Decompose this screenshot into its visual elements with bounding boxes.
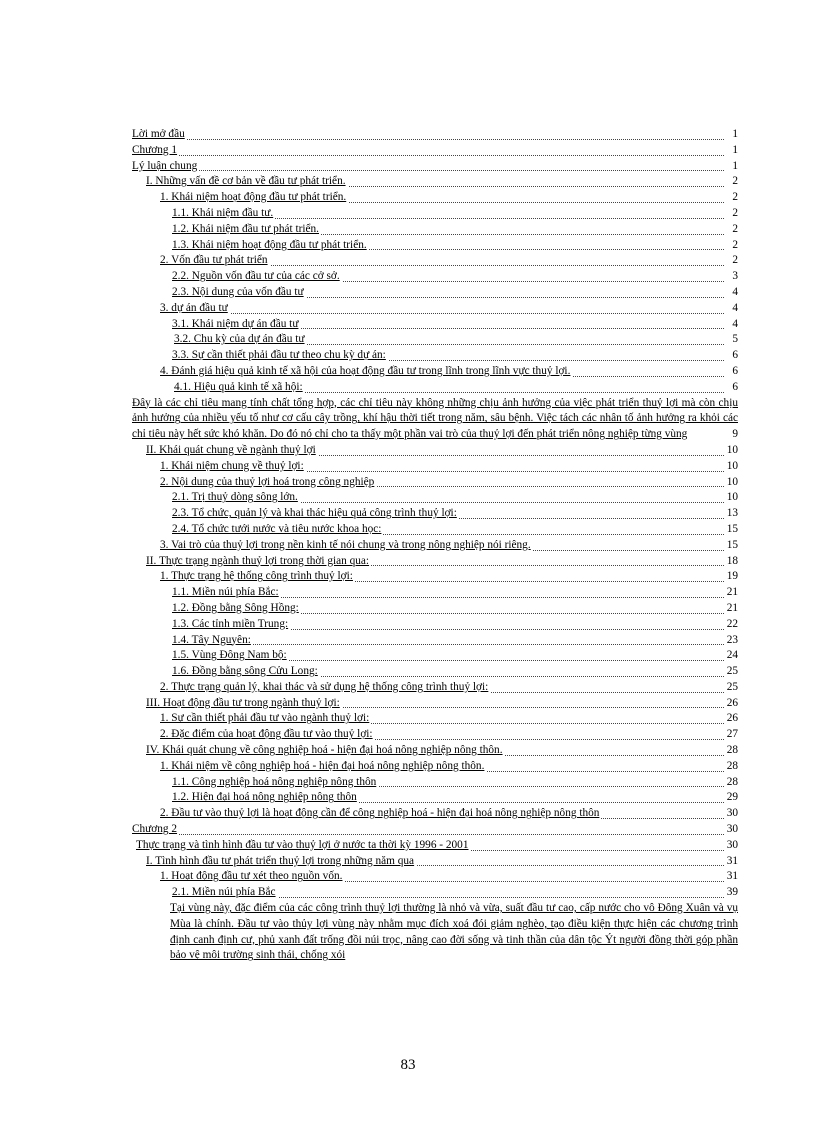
toc-entry[interactable] <box>132 348 738 364</box>
toc-entry[interactable] <box>132 490 738 506</box>
toc-entry[interactable] <box>132 680 738 696</box>
toc-leader-dots <box>172 644 724 645</box>
toc-entry-title: 1. Sự cần thiết phải đầu tư vào ngành thuỷ lợi: <box>160 711 371 727</box>
toc-entry[interactable] <box>132 869 738 885</box>
toc-entry[interactable] <box>132 633 738 649</box>
toc-entry-title: 2.1. Trị thuỷ dòng sông lớn. <box>172 490 300 506</box>
toc-entry[interactable] <box>132 854 738 870</box>
toc-entry-title: II. Khái quát chung về ngành thuỷ lợi <box>146 443 318 459</box>
toc-entry-title: I. Những vấn đề cơ bản về đầu tư phát triển. <box>146 174 348 190</box>
toc-entry[interactable] <box>132 727 738 743</box>
toc-entry-title: 4. Đánh giá hiệu quả kinh tế xã hội của hoạt động đầu tư trong lĩnh trong lĩnh vực thuỷ lợi. <box>160 364 572 380</box>
toc-leader-dots <box>132 834 724 835</box>
toc-entry[interactable] <box>132 838 738 854</box>
toc-entry[interactable] <box>132 569 738 585</box>
toc-entry[interactable] <box>132 206 738 222</box>
toc-leader-dots <box>132 139 724 140</box>
toc-entry-page: 4 <box>724 317 738 333</box>
paragraph-page: 9 <box>730 427 738 443</box>
toc-entry-page: 2 <box>724 222 738 238</box>
toc-entry-title: 1.4. Tây Nguyên: <box>172 633 253 649</box>
toc-entry-page: 26 <box>724 711 738 727</box>
toc-entry-title: Lý luận chung <box>132 159 199 175</box>
toc-entry[interactable] <box>132 222 738 238</box>
toc-entry-title: 2.3. Tổ chức, quản lý và khai thác hiệu quả công trình thuỷ lợi: <box>172 506 459 522</box>
toc-entry[interactable] <box>132 743 738 759</box>
toc-entry[interactable] <box>132 822 738 838</box>
toc-entry[interactable] <box>132 538 738 554</box>
paragraph-text: Đây là các chỉ tiêu mang tính chất tổng hợp, các chỉ tiêu này không những chịu ảnh hưởng của việc phát triển thuỷ lợi mà còn chịu ảnh hưởng của nhiều yếu tố như cơ cấu cây trồng, khí hậu thời tiết trong năm, sâu bệnh. Việc tách các nhân tố ảnh hưởng ra khỏi các chỉ tiêu này hết sức khó khăn. Do đó nó chỉ cho ta thấy một phần vai trò của thuỷ lợi đến phát triển nông nghiệp từng vùng <box>132 396 738 441</box>
toc-entry-title: 1.3. Khái niệm hoạt động đầu tư phát triển. <box>172 238 369 254</box>
toc-entry-page: 3 <box>724 269 738 285</box>
toc-entry-page: 27 <box>724 727 738 743</box>
toc-entry[interactable] <box>132 617 738 633</box>
toc-entry-page: 6 <box>724 380 738 396</box>
toc-entry[interactable] <box>132 664 738 680</box>
toc-entry[interactable] <box>132 790 738 806</box>
toc-entry-title: I. Tình hình đầu tư phát triển thuỷ lợi trong những năm qua <box>146 854 416 870</box>
toc-entry[interactable] <box>132 301 738 317</box>
toc-entry[interactable] <box>132 806 738 822</box>
toc-entry-page: 10 <box>724 459 738 475</box>
toc-entry-page: 13 <box>724 506 738 522</box>
toc-entry[interactable] <box>132 885 738 901</box>
toc-bottom-section <box>132 443 738 901</box>
toc-entry-page: 28 <box>724 775 738 791</box>
toc-entry[interactable] <box>132 174 738 190</box>
toc-entry[interactable] <box>132 238 738 254</box>
toc-entry[interactable] <box>132 475 738 491</box>
toc-entry-page: 30 <box>724 838 738 854</box>
toc-entry-page: 25 <box>724 664 738 680</box>
toc-entry-page: 5 <box>724 332 738 348</box>
toc-entry-title: 1.5. Vùng Đông Nam bộ: <box>172 648 289 664</box>
toc-entry-page: 19 <box>724 569 738 585</box>
toc-leader-dots <box>160 313 724 314</box>
toc-entry-page: 23 <box>724 633 738 649</box>
toc-entry-title: 2. Đặc điểm của hoạt động đầu tư vào thuỷ lợi: <box>160 727 375 743</box>
toc-entry-page: 31 <box>724 854 738 870</box>
toc-entry-page: 2 <box>724 174 738 190</box>
toc-entry-title: 1. Khái niệm chung về thuỷ lợi: <box>160 459 306 475</box>
toc-entry-page: 22 <box>724 617 738 633</box>
toc-entry-page: 10 <box>724 443 738 459</box>
toc-entry-title: 3. Vai trò của thuỷ lợi trong nền kinh tế nói chung và trong nông nghiệp nói riêng. <box>160 538 533 554</box>
toc-entry-page: 6 <box>724 364 738 380</box>
toc-entry-page: 1 <box>724 143 738 159</box>
toc-entry[interactable] <box>132 522 738 538</box>
toc-entry-page: 15 <box>724 538 738 554</box>
toc-entry-title: 2.1. Miền núi phía Bắc <box>172 885 278 901</box>
toc-entry[interactable] <box>132 253 738 269</box>
toc-entry-title: Chương 1 <box>132 143 179 159</box>
toc-top-section <box>132 127 738 396</box>
toc-entry[interactable] <box>132 554 738 570</box>
toc-entry-page: 28 <box>724 743 738 759</box>
toc-entry-page: 10 <box>724 475 738 491</box>
toc-entry-title: 3.2. Chu kỳ của dự án đầu tư <box>174 332 307 348</box>
table-of-contents <box>132 127 738 964</box>
toc-entry[interactable] <box>132 775 738 791</box>
toc-entry-page: 4 <box>724 285 738 301</box>
toc-entry-page: 2 <box>724 253 738 269</box>
toc-entry-title: 1.3. Các tỉnh miền Trung: <box>172 617 290 633</box>
toc-entry-title: 1.6. Đồng bằng sông Cửu Long: <box>172 664 320 680</box>
toc-entry-page: 10 <box>724 490 738 506</box>
toc-entry-title: Thực trạng và tình hình đầu tư vào thuỷ lợi ở nước ta thời kỳ 1996 - 2001 <box>136 838 470 854</box>
toc-entry-title: 1. Khái niệm hoạt động đầu tư phát triển. <box>160 190 348 206</box>
toc-entry[interactable] <box>132 127 738 143</box>
toc-entry-page: 25 <box>724 680 738 696</box>
toc-entry-title: IV. Khái quát chung về công nghiệp hoá - hiện đại hoá nông nghiệp nông thôn. <box>146 743 505 759</box>
toc-entry-title: 1. Thực trạng hệ thống công trình thuỷ lợi: <box>160 569 355 585</box>
toc-entry-page: 4 <box>724 301 738 317</box>
toc-paragraph <box>132 396 738 443</box>
toc-entry[interactable] <box>132 332 738 348</box>
toc-entry-title: 2. Nội dung của thuỷ lợi hoá trong công nghiệp <box>160 475 376 491</box>
toc-entry[interactable] <box>132 696 738 712</box>
toc-entry-page: 2 <box>724 238 738 254</box>
toc-entry[interactable] <box>132 601 738 617</box>
toc-entry[interactable] <box>132 285 738 301</box>
toc-entry[interactable] <box>132 648 738 664</box>
toc-entry-title: 1.1. Khái niệm đầu tư. <box>172 206 275 222</box>
toc-entry-page: 2 <box>724 206 738 222</box>
toc-entry-title: 1. Hoạt động đầu tư xét theo nguồn vốn. <box>160 869 344 885</box>
toc-entry-page: 29 <box>724 790 738 806</box>
toc-entry-title: 2.4. Tổ chức tưới nước và tiêu nước khoa học: <box>172 522 383 538</box>
toc-entry-title: 3. dự án đầu tư <box>160 301 230 317</box>
toc-entry-page: 6 <box>724 348 738 364</box>
toc-entry-title: 2. Vốn đầu tư phát triển <box>160 253 270 269</box>
toc-entry[interactable] <box>132 143 738 159</box>
toc-leader-dots <box>132 170 724 171</box>
toc-entry[interactable] <box>132 317 738 333</box>
toc-entry-title: Chương 2 <box>132 822 179 838</box>
toc-entry-page: 31 <box>724 869 738 885</box>
toc-entry-title: 1.1. Miền núi phía Bắc: <box>172 585 281 601</box>
toc-entry-title: II. Thực trạng ngành thuỷ lợi trong thời gian qua: <box>146 554 371 570</box>
toc-entry-title: 1.2. Hiện đại hoá nông nghiệp nông thôn <box>172 790 359 806</box>
toc-entry-title: 2.3. Nội dung của vốn đầu tư <box>172 285 306 301</box>
toc-entry[interactable] <box>132 711 738 727</box>
toc-entry[interactable] <box>132 506 738 522</box>
toc-entry-page: 24 <box>724 648 738 664</box>
toc-entry-page: 26 <box>724 696 738 712</box>
toc-entry-page: 21 <box>724 585 738 601</box>
toc-entry-title: Lời mở đầu <box>132 127 187 143</box>
toc-entry-title: 1. Khái niệm về công nghiệp hoá - hiện đại hoá nông nghiệp nông thôn. <box>160 759 486 775</box>
toc-entry-title: 1.2. Đồng bằng Sông Hồng: <box>172 601 301 617</box>
toc-entry-page: 1 <box>724 127 738 143</box>
toc-entry-page: 39 <box>724 885 738 901</box>
toc-entry-page: 30 <box>724 806 738 822</box>
toc-entry-page: 30 <box>724 822 738 838</box>
toc-entry-page: 2 <box>724 190 738 206</box>
toc-entry-title: III. Hoạt động đầu tư trong ngành thuỷ lợi: <box>146 696 342 712</box>
toc-paragraph-2: Tại vùng này, đặc điểm của các công trình thuỷ lợi thường là nhỏ và vừa, suất đầu tư cao, cấp nước cho vô Đông Xuân và vụ Mùa là chính. Đầu tư vào thủy lợi vùng này nhằm mục đích xoá đói giảm nghèo, tạo điều kiện thực hiện các chương trình định canh định cư, phủ xanh đất trống đồi núi trọc, nâng cao đời sống và tinh thần của dân tộc Ýt người đồng thời góp phần bảo vệ môi trường sinh thái, chống xói <box>170 902 738 962</box>
toc-entry[interactable] <box>132 380 738 396</box>
toc-entry[interactable] <box>132 364 738 380</box>
toc-entry[interactable] <box>132 443 738 459</box>
toc-entry[interactable] <box>132 759 738 775</box>
toc-entry[interactable] <box>132 159 738 175</box>
toc-entry-title: 3.1. Khái niệm dự án đầu tư <box>172 317 300 333</box>
toc-entry-page: 18 <box>724 554 738 570</box>
toc-entry[interactable] <box>132 190 738 206</box>
toc-entry-title: 2.2. Nguồn vốn đầu tư của các cở sở. <box>172 269 342 285</box>
toc-entry-title: 4.1. Hiệu quả kinh tế xã hội: <box>174 380 305 396</box>
toc-entry-title: 3.3. Sự cần thiết phải đầu tư theo chu kỳ dự án: <box>172 348 388 364</box>
toc-leader-dots <box>132 155 724 156</box>
toc-entry[interactable] <box>132 585 738 601</box>
toc-entry-page: 15 <box>724 522 738 538</box>
toc-entry[interactable] <box>132 459 738 475</box>
toc-entry-page: 1 <box>724 159 738 175</box>
toc-entry-title: 1.2. Khái niệm đầu tư phát triển. <box>172 222 321 238</box>
toc-entry[interactable] <box>132 269 738 285</box>
page-number: 83 <box>400 1057 416 1073</box>
toc-entry-page: 21 <box>724 601 738 617</box>
toc-entry-title: 2. Đầu tư vào thuỷ lợi là hoạt động cần để công nghiệp hoá - hiện đại hoá nông nghiệp nông thôn <box>160 806 601 822</box>
toc-entry-title: 1.1. Công nghiệp hoá nông nghiệp nông thôn <box>172 775 378 791</box>
toc-entry-page: 28 <box>724 759 738 775</box>
toc-entry-title: 2. Thực trạng quản lý, khai thác và sử dụng hệ thống công trình thuỷ lợi: <box>160 680 490 696</box>
